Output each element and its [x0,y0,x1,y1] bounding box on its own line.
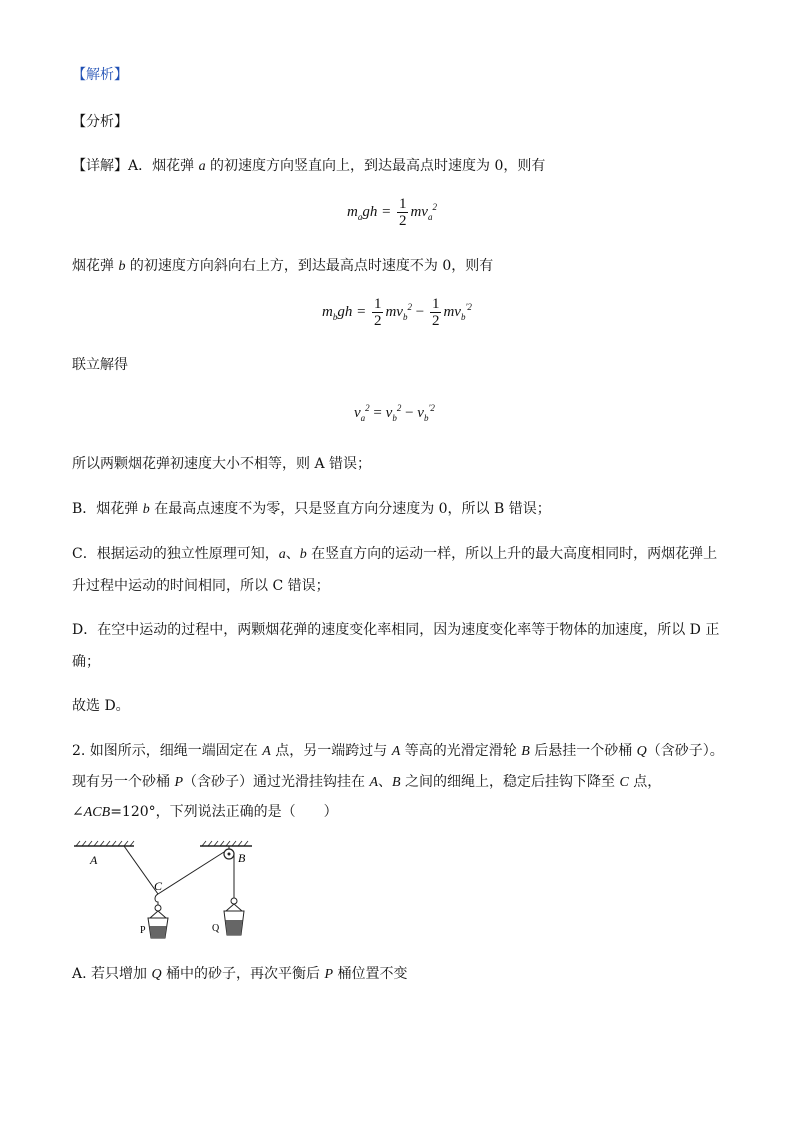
question2-line1: 2. 如图所示，细绳一端固定在 A 点，另一端跨过与 A 等高的光滑定滑轮 B 后悬挂一个砂桶 Q（含砂子）。 [72,743,724,759]
equation-3: $v_a^2 = v_b^2 - v_b^{'2}$ [354,403,435,423]
fenxi-header: 【分析】 [72,114,128,130]
question2-line2: 现有另一个砂桶 P（含砂子）通过光滑挂钩挂在 A、B 之间的细绳上，稳定后挂钩下降至 C 点， [72,774,662,790]
label-q: Q [212,923,220,934]
bucket-p [148,905,168,938]
label-b: B [238,851,246,865]
bucket-q [224,898,244,935]
option-d-analysis-1: D．在空中运动的过程中，两颗烟花弹的速度变化率相同，因为速度变化率等于物体的加速度，所以 D 正 [72,622,720,638]
ceiling-right [200,841,252,846]
rope-ac [124,846,158,894]
option-a: A. 若只增加 Q 桶中的砂子，再次平衡后 P 桶位置不变 [72,966,408,982]
option-d-analysis-2: 确； [72,654,100,670]
equation-2: $m_bgh$ = $\frac{1}{2}$ $mv_b^2$ − $\frac{1}{2}$ $mv_b^{'2}$ [322,296,472,329]
analysis-header: 【解析】 [72,67,128,83]
option-b-analysis: B．烟花弹 b 在最高点速度不为零，只是竖直方向分速度为 0，所以 B 错误； [72,501,551,517]
label-p: P [140,925,146,936]
pulley-diagram [68,838,268,948]
ceiling-left [74,841,134,846]
rope-cb [158,852,224,894]
choose-line: 故选 D。 [72,698,130,714]
conclusion-a: 所以两颗烟花弹初速度大小不相等，则 A 错误； [72,456,372,472]
question2-line3: ∠ACB=120°，下列说法正确的是（ ） [72,804,338,820]
option-c-analysis-1: C．根据运动的独立性原理可知，a、b 在竖直方向的运动一样，所以上升的最大高度相同时，两烟花弹上 [72,546,718,562]
label-c: C [154,879,163,893]
lianli-line: 联立解得 [72,357,128,373]
option-c-analysis-2: 升过程中运动的时间相同，所以 C 错误； [72,578,330,594]
detail-tag: 【详解】 [72,158,128,174]
detail-a-line: 【详解】A．烟花弹 a 的初速度方向竖直向上，到达最高点时速度为 0，则有 [72,158,546,174]
detail-b-line: 烟花弹 b 的初速度方向斜向右上方，到达最高点时速度不为 0，则有 [72,258,494,274]
equation-1: $m_agh$ = $\frac{1}{2}$ $mv_a^2$ [347,196,437,229]
label-a: A [90,853,98,867]
